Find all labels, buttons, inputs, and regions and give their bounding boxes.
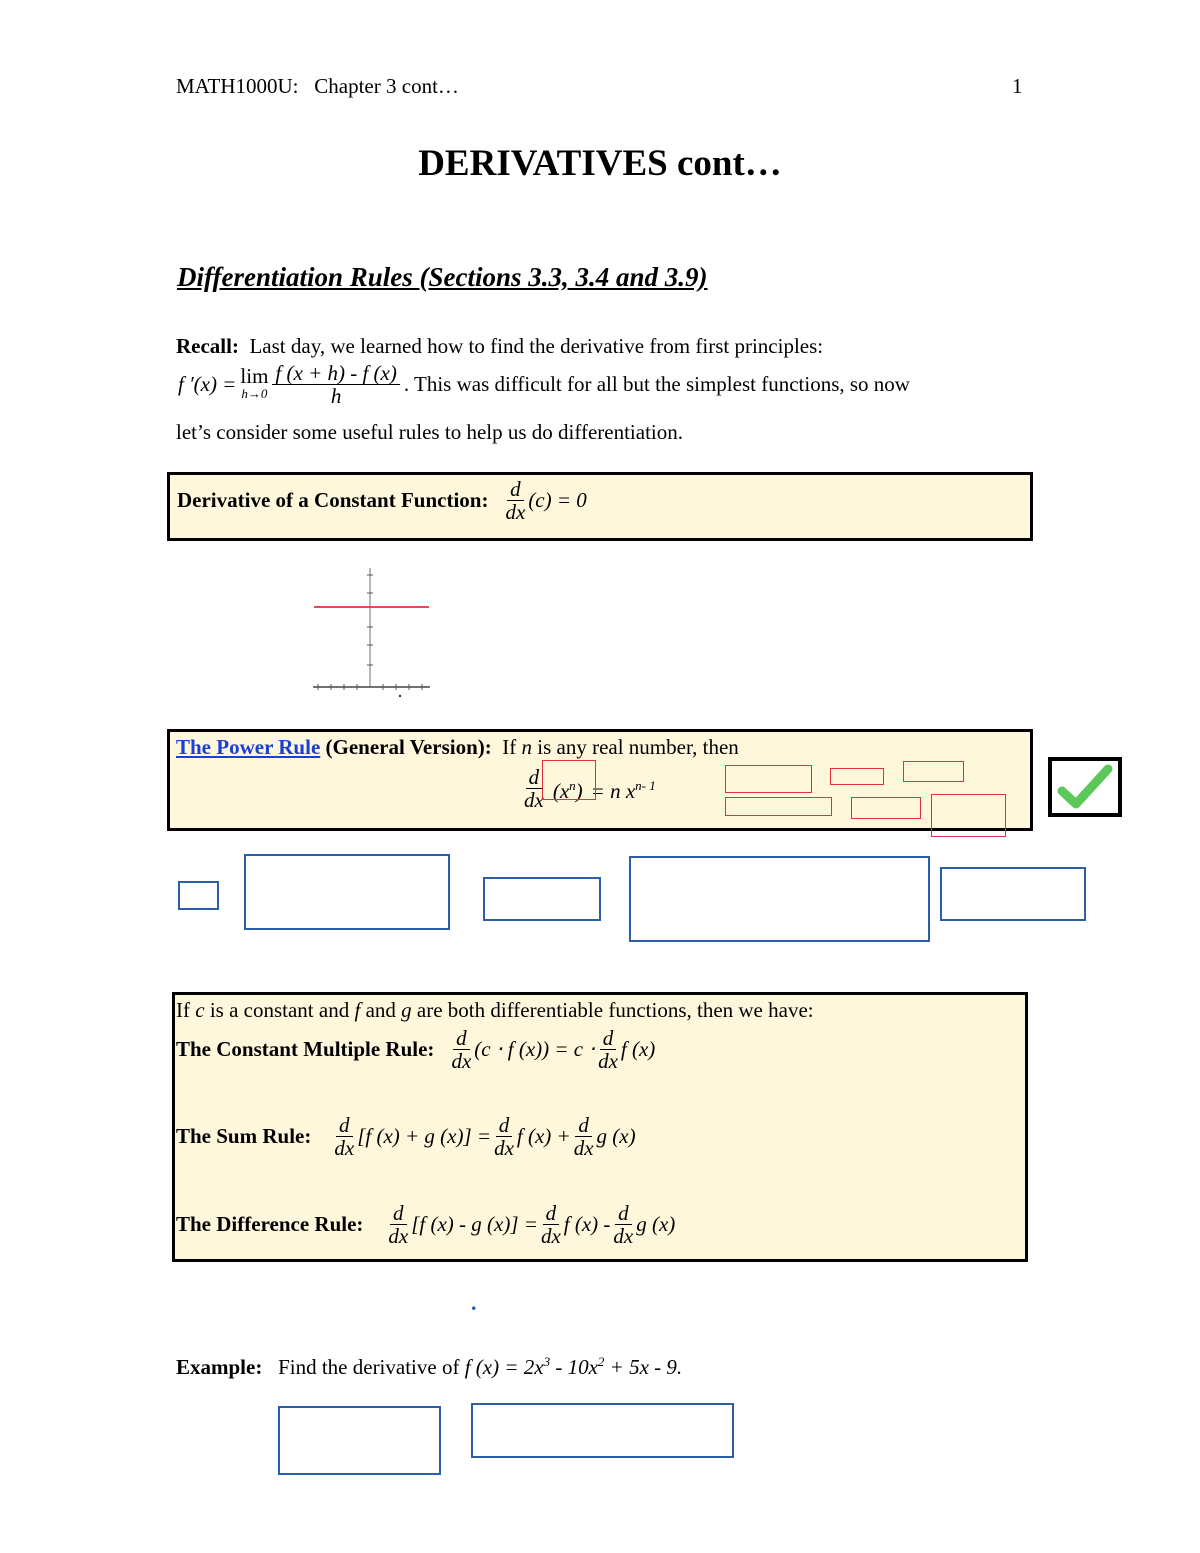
recall-continuation: . This was difficult for all but the simplest functions, so now — [403, 372, 910, 396]
diff-expr-a: [f (x) - g (x)] = — [411, 1212, 538, 1236]
sum-expr-a: [f (x) + g (x)] = — [357, 1124, 492, 1148]
dx-denominator: dx — [613, 1224, 634, 1248]
intro-text-b: is a constant and — [209, 998, 350, 1022]
section-heading: Differentiation Rules (Sections 3.3, 3.4 and 3.9) — [177, 262, 708, 292]
blue-annotation-box[interactable] — [278, 1406, 441, 1475]
d-numerator: d — [336, 1114, 353, 1137]
formula-numerator: f (x + h) - f (x) — [272, 362, 399, 385]
rules-intro — [176, 997, 1024, 1024]
limit-subscript: h→0 — [241, 385, 268, 401]
blue-annotation-box[interactable] — [940, 867, 1086, 921]
recall-text: Last day, we learned how to find the derivative from first principles: — [249, 334, 824, 358]
intro-text-a: If — [176, 998, 190, 1022]
formula-denominator: h — [330, 384, 342, 408]
constant-multiple-rule — [176, 1027, 655, 1072]
diff-expr-b: f (x) - — [563, 1212, 611, 1236]
page-number: 1 — [1012, 74, 1023, 98]
blue-annotation-box[interactable] — [471, 1403, 734, 1458]
power-rule-text-a: If — [502, 735, 517, 759]
dx-denominator: dx — [540, 1224, 561, 1248]
checkmark-icon — [1052, 761, 1118, 813]
d-numerator: d — [507, 478, 524, 501]
d-numerator: d — [615, 1202, 632, 1225]
intro-text-c: and — [365, 998, 396, 1022]
constant-function-graph — [308, 563, 438, 703]
sum-expr-c: g (x) — [596, 1124, 636, 1148]
red-annotation-box[interactable] — [725, 765, 812, 793]
power-rhs-exp: n- 1 — [635, 778, 656, 793]
blue-annotation-box[interactable] — [244, 854, 450, 930]
constant-multiple-expr-a: (c ⋅ f (x)) = c ⋅ — [474, 1037, 596, 1061]
power-lhs-base: (x — [552, 779, 570, 803]
example-fx: f (x) = 2x — [464, 1355, 544, 1379]
red-annotation-box[interactable] — [830, 768, 884, 785]
constant-multiple-expr-b: f (x) — [620, 1037, 656, 1061]
d-numerator: d — [453, 1027, 470, 1050]
sum-rule — [176, 1114, 636, 1159]
constant-function-label: Derivative of a Constant Function: — [177, 488, 489, 512]
example-term-2: - 10x — [550, 1355, 598, 1379]
red-annotation-box[interactable] — [851, 797, 921, 819]
power-lhs-close: ) — [575, 779, 583, 803]
power-rhs — [591, 772, 656, 805]
dx-denominator: dx — [505, 500, 526, 524]
intro-var-g: g — [401, 998, 412, 1022]
dx-denominator: dx — [451, 1049, 472, 1073]
stray-dot: . — [471, 1290, 477, 1315]
example-line — [176, 1348, 996, 1381]
red-annotation-box[interactable] — [725, 797, 832, 816]
checkmark-box[interactable] — [1048, 757, 1122, 817]
d-dx-operator — [538, 1202, 564, 1247]
diff-expr-c: g (x) — [636, 1212, 676, 1236]
d-dx-operator — [448, 1027, 474, 1072]
red-annotation-box[interactable] — [903, 761, 964, 782]
recall-label: Recall: — [176, 334, 239, 358]
intro-var-f: f — [354, 998, 361, 1022]
dx-denominator: dx — [524, 788, 544, 812]
sum-expr-b: f (x) + — [516, 1124, 571, 1148]
d-dx-operator — [502, 478, 528, 523]
limit — [240, 363, 269, 403]
intro-var-c: c — [195, 998, 205, 1022]
power-rhs-base: = n x — [590, 779, 636, 803]
example-function — [465, 1355, 682, 1379]
dx-denominator: dx — [334, 1136, 355, 1160]
chapter-label: Chapter 3 cont… — [314, 74, 459, 98]
d-dx-operator — [491, 1114, 517, 1159]
power-rule-label: (General Version): — [325, 735, 492, 759]
formula-lhs: f ′(x) = — [178, 372, 237, 396]
dx-denominator: dx — [494, 1136, 514, 1160]
red-annotation-box[interactable] — [542, 760, 596, 800]
power-rule-var: n — [521, 735, 532, 759]
constant-function-rule — [177, 478, 587, 523]
recall-formula-line — [178, 362, 1058, 407]
course-code: MATH1000U: — [176, 74, 299, 98]
recall-line-3: let’s consider some useful rules to help us do differentiation. — [176, 420, 684, 444]
difference-rule-label: The Difference Rule: — [176, 1212, 364, 1236]
d-numerator: d — [526, 766, 543, 789]
blue-annotation-box[interactable] — [629, 856, 930, 942]
d-dx-operator — [610, 1202, 636, 1247]
example-exp-1: 3 — [543, 1354, 551, 1369]
example-text: Find the derivative of — [278, 1355, 460, 1379]
d-numerator: d — [575, 1114, 592, 1137]
intro-text-d: are both differentiable functions, then we have: — [416, 998, 814, 1022]
d-dx-operator — [595, 1027, 621, 1072]
sum-rule-label: The Sum Rule: — [176, 1124, 312, 1148]
blue-annotation-box[interactable] — [178, 881, 219, 910]
difference-rule — [176, 1202, 675, 1247]
example-exp-2: 2 — [597, 1354, 605, 1369]
limit-text: lim — [240, 363, 269, 388]
d-numerator: d — [496, 1114, 513, 1137]
difference-quotient — [272, 362, 399, 407]
power-rule-text-b: is any real number, then — [537, 735, 739, 759]
graph-dot — [399, 695, 401, 697]
dx-denominator: dx — [573, 1136, 594, 1160]
power-lhs-exp: n — [569, 778, 576, 793]
power-rule-link[interactable]: The Power Rule — [176, 735, 321, 759]
d-numerator: d — [600, 1027, 617, 1050]
header-course — [176, 74, 459, 99]
power-rule-heading — [176, 734, 876, 761]
d-numerator: d — [543, 1202, 560, 1225]
example-term-3: + 5x - 9. — [604, 1355, 683, 1379]
d-numerator: d — [390, 1202, 407, 1225]
recall-line-1 — [176, 333, 1036, 360]
constant-multiple-label: The Constant Multiple Rule: — [176, 1037, 435, 1061]
d-dx-operator — [385, 1202, 411, 1247]
constant-expr: (c) = 0 — [528, 488, 587, 512]
dx-denominator: dx — [598, 1049, 618, 1073]
dx-denominator: dx — [388, 1224, 409, 1248]
d-dx-operator — [331, 1114, 357, 1159]
example-label: Example: — [176, 1355, 263, 1379]
page-title: DERIVATIVES cont… — [418, 143, 782, 184]
red-annotation-box[interactable] — [931, 794, 1006, 837]
d-dx-operator — [571, 1114, 597, 1159]
blue-annotation-box[interactable] — [483, 877, 601, 921]
